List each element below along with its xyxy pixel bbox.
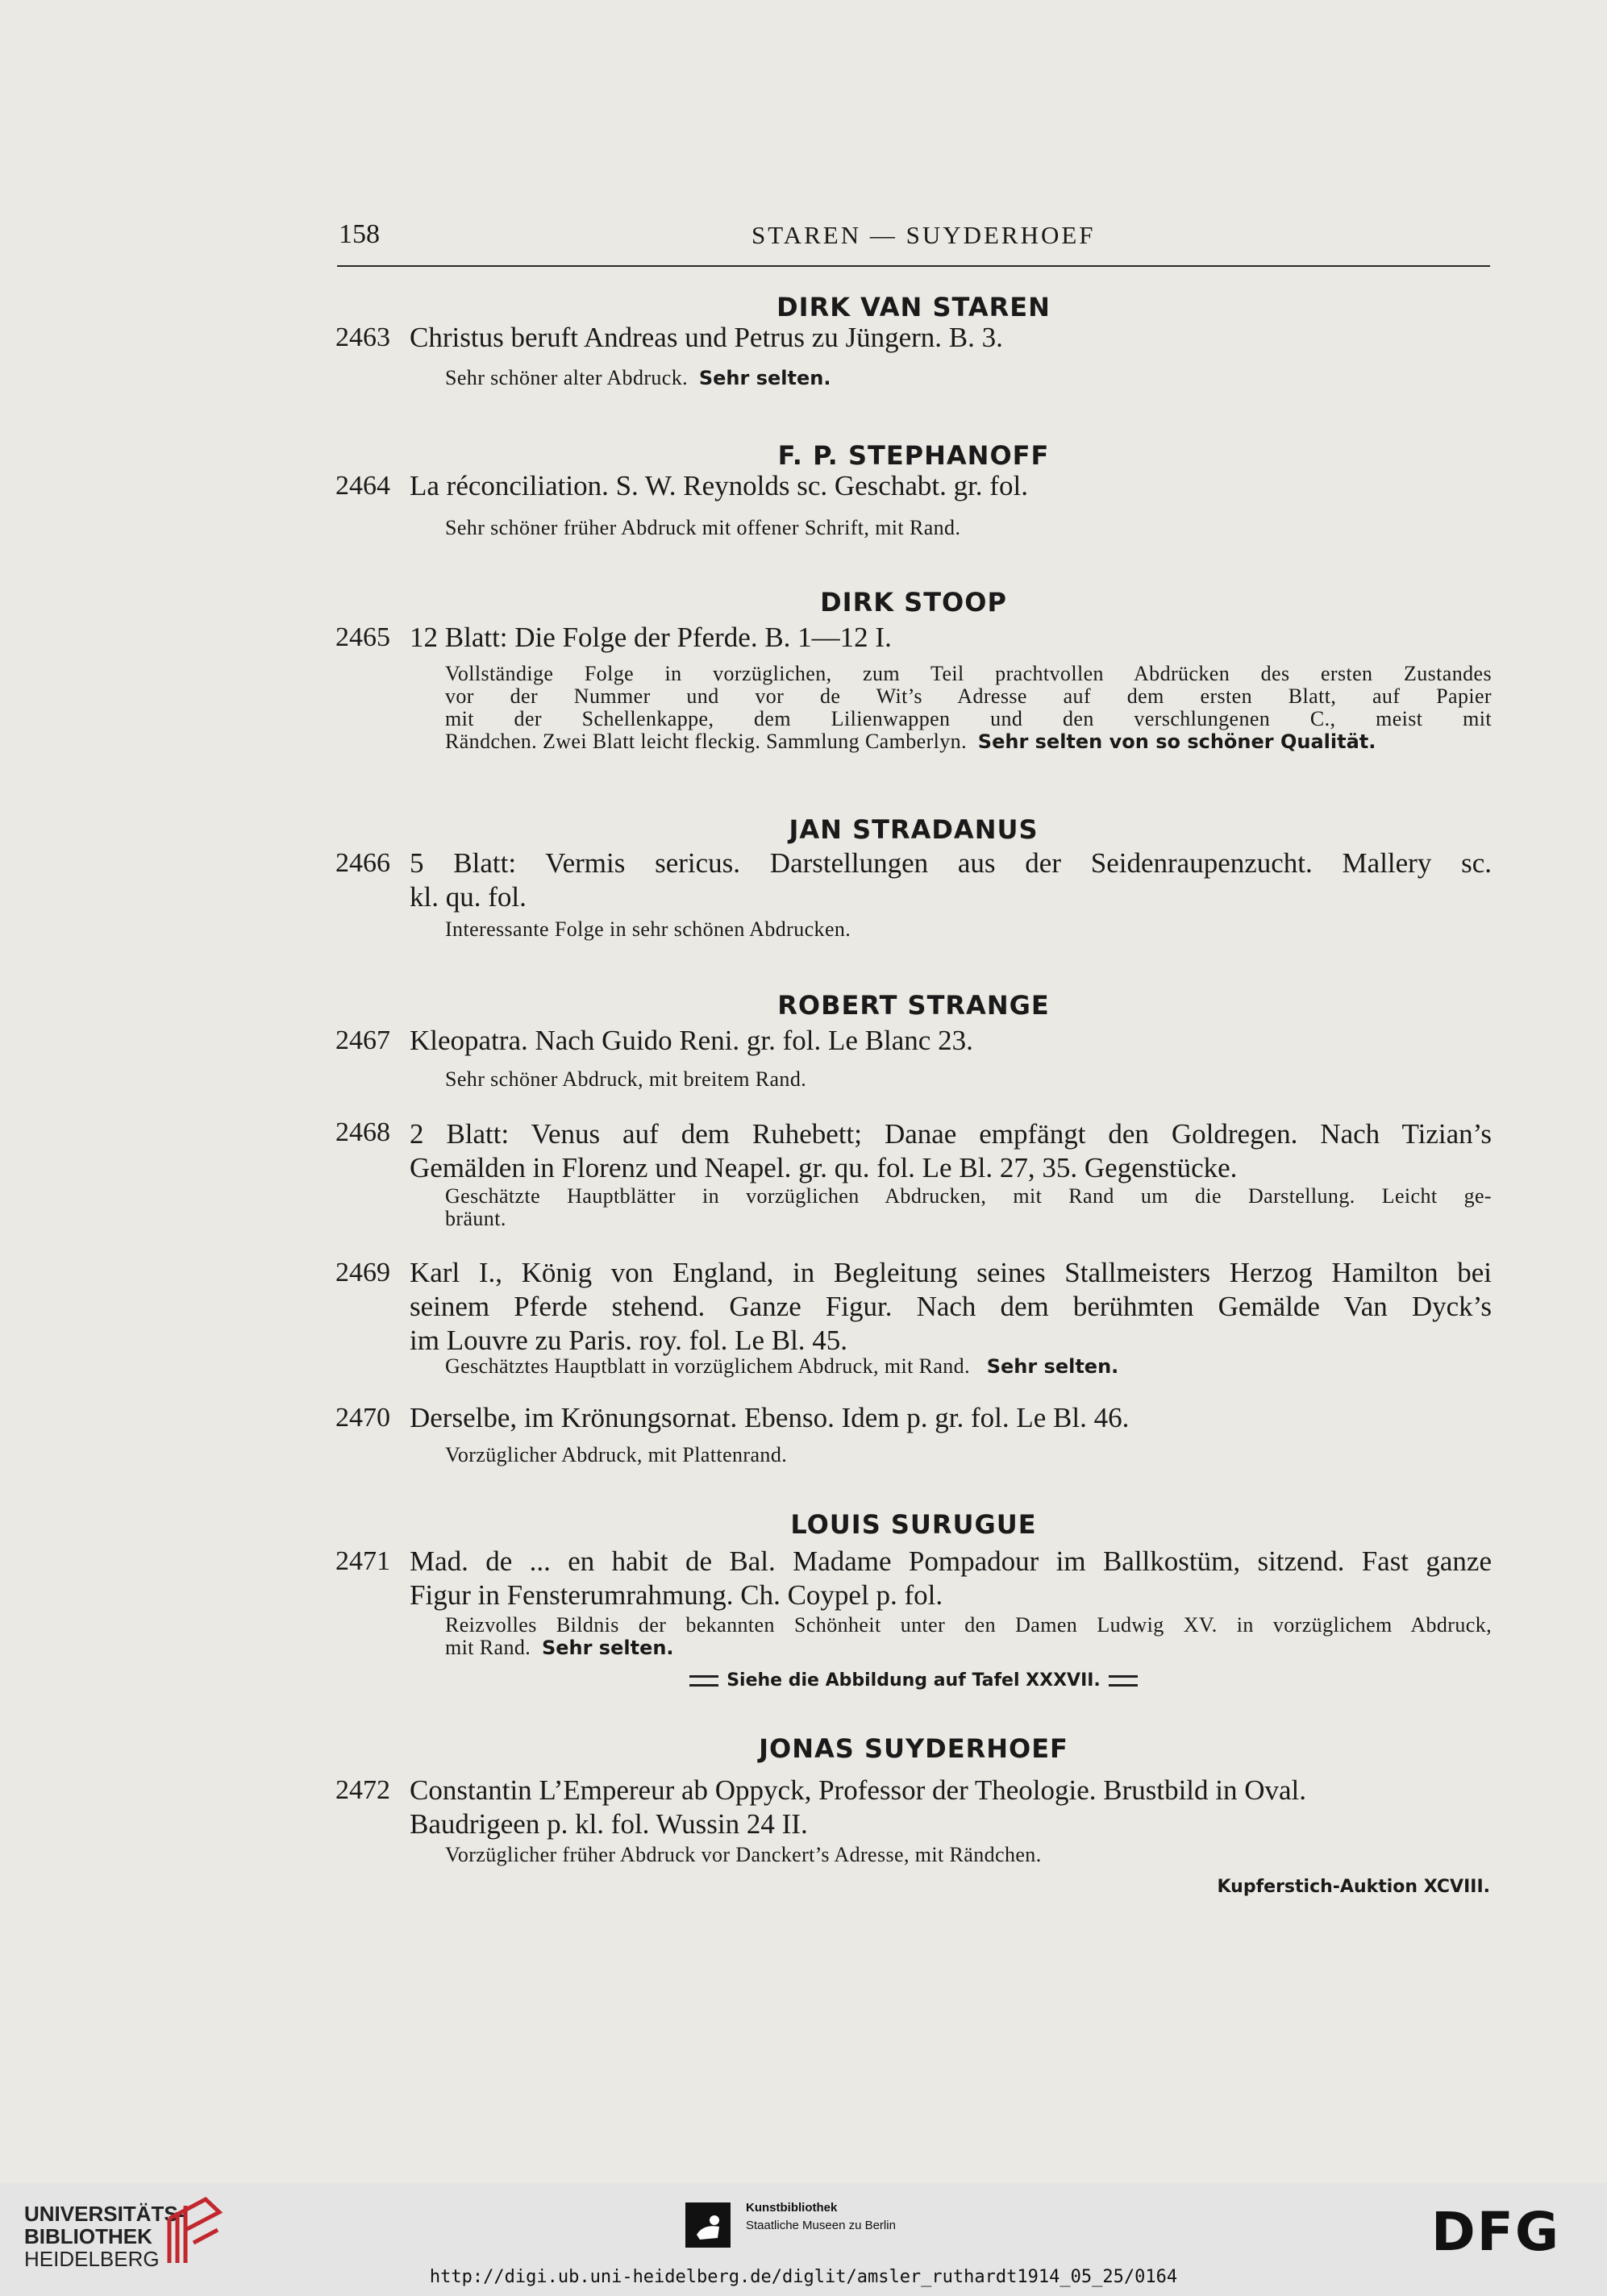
desc-emphasis: Sehr selten von so schöner Qualität. — [977, 730, 1376, 753]
desc-emphasis: Sehr selten. — [541, 1637, 674, 1659]
lot-title — [410, 1545, 1492, 1612]
title-line: 5 Blatt: Vermis sericus. Darstellungen aus der Seidenraupenzucht. Mallery sc. — [410, 847, 1492, 879]
desc-text: Sehr schöner alter Abdruck. — [445, 366, 689, 389]
artist-heading: JONAS SUYDERHOEF — [759, 1733, 1068, 1764]
lot-description — [445, 1067, 1492, 1092]
lot-title: 12 Blatt: Die Folge der Pferde. B. 1—12 I. — [410, 622, 892, 653]
artist-heading: DIRK VAN STAREN — [776, 292, 1051, 322]
lot-title: La réconciliation. S. W. Reynolds sc. Geschabt. gr. fol. — [410, 470, 1028, 501]
artist-heading: F. P. STEPHANOFF — [777, 440, 1050, 471]
dfg-logo[interactable]: DFG — [1431, 2201, 1561, 2263]
double-rule-icon — [689, 1675, 718, 1687]
desc-text: mit Rand. — [445, 1636, 531, 1659]
desc-line: Reizvolles Bildnis der bekannten Schönheit unter den Damen Ludwig XV. in vorzüglichem Abdruck, — [445, 1613, 1492, 1637]
lot-description — [445, 663, 1492, 753]
kunstbibliothek-label — [746, 2199, 896, 2235]
title-line: 2 Blatt: Venus auf dem Ruhebett; Danae empfängt den Goldregen. Nach Tizian’s — [410, 1118, 1492, 1150]
lot-number: 2467 — [335, 1025, 390, 1055]
page-number: 158 — [339, 219, 380, 249]
lot-description — [445, 1354, 1492, 1379]
desc-line: Geschätzte Hauptblätter in vorzüglichen Abdrucken, mit Rand um die Darstellung. Leicht ge- — [445, 1184, 1492, 1208]
lot-number: 2466 — [335, 848, 390, 878]
lot-number: 2468 — [335, 1117, 390, 1147]
lot-title: Kleopatra. Nach Guido Reni. gr. fol. Le Blanc 23. — [410, 1025, 973, 1056]
lot-title: Derselbe, im Krönungsornat. Ebenso. Idem p. gr. fol. Le Bl. 46. — [410, 1402, 1130, 1433]
permalink-url[interactable]: http://digi.ub.uni-heidelberg.de/diglit/amsler_ruthardt1914_05_25/0164 — [429, 2267, 1178, 2287]
title-line: Baudrigeen p. kl. fol. Wussin 24 II. — [410, 1808, 808, 1840]
title-line: Mad. de ... en habit de Bal. Madame Pompadour im Ballkostüm, sitzend. Fast ganze — [410, 1545, 1492, 1577]
lot-title: Christus beruft Andreas und Petrus zu Jüngern. B. 3. — [410, 322, 1003, 353]
desc-text: Sehr schöner früher Abdruck mit offener Schrift, mit Rand. — [445, 516, 961, 539]
lot-description — [445, 917, 1492, 942]
lot-number: 2471 — [335, 1546, 390, 1576]
uni-line: HEIDELBERG — [24, 2247, 160, 2271]
title-line: Gemälden in Florenz und Neapel. gr. qu. fol. Le Bl. 27, 35. Gegenstücke. — [410, 1152, 1238, 1183]
lot-number: 2465 — [335, 622, 390, 652]
lot-title — [410, 1774, 1492, 1841]
plate-reference — [337, 1670, 1490, 1691]
header-rule — [337, 265, 1490, 267]
desc-text: Sehr schöner Abdruck, mit breitem Rand. — [445, 1067, 807, 1091]
catalogue-footer: Kupferstich-Auktion XCVIII. — [1217, 1877, 1490, 1897]
lot-description — [445, 1614, 1492, 1659]
artist-heading: LOUIS SURUGUE — [790, 1509, 1037, 1540]
desc-text: Vorzüglicher Abdruck, mit Plattenrand. — [445, 1443, 788, 1466]
lot-number: 2464 — [335, 471, 390, 501]
desc-emphasis: Sehr selten. — [986, 1355, 1119, 1378]
lot-description — [445, 516, 1492, 540]
plate-reference-text: Siehe die Abbildung auf Tafel XXXVII. — [726, 1670, 1101, 1691]
title-line: kl. qu. fol. — [410, 881, 527, 913]
lot-number: 2463 — [335, 322, 390, 352]
lot-number: 2470 — [335, 1403, 390, 1433]
desc-text: Geschätztes Hauptblatt in vorzüglichem Abdruck, mit Rand. — [445, 1354, 970, 1378]
kb-line: Staatliche Museen zu Berlin — [746, 2219, 896, 2232]
lot-title — [410, 846, 1492, 914]
title-line: im Louvre zu Paris. roy. fol. Le Bl. 45. — [410, 1325, 848, 1356]
lot-description — [445, 1185, 1492, 1230]
double-rule-icon — [1109, 1675, 1138, 1687]
artist-heading: DIRK STOOP — [820, 587, 1007, 618]
lot-number: 2472 — [335, 1775, 390, 1805]
lot-number: 2469 — [335, 1258, 390, 1287]
title-line: Karl I., König von England, in Begleitung seines Stallmeisters Herzog Hamilton bei — [410, 1257, 1492, 1288]
desc-text: Rändchen. Zwei Blatt leicht fleckig. Sammlung Camberlyn. — [445, 730, 967, 753]
lot-description — [445, 1843, 1492, 1867]
title-line: Constantin L’Empereur ab Oppyck, Professor der Theologie. Brustbild in Oval. — [410, 1774, 1307, 1806]
kb-line: Kunstbibliothek — [746, 2201, 838, 2215]
uni-line: UNIVERSITÄTS- — [24, 2202, 185, 2226]
desc-line: Vollständige Folge in vorzüglichen, zum Teil prachtvollen Abdrücken des ersten Zustandes — [445, 662, 1492, 685]
artist-heading: ROBERT STRANGE — [777, 990, 1050, 1021]
running-head: STAREN — SUYDERHOEF — [751, 221, 1096, 249]
title-line: seinem Pferde stehend. Ganze Figur. Nach dem berühmten Gemälde Van Dyck’s — [410, 1291, 1492, 1322]
kunstbibliothek-logo-icon[interactable] — [685, 2202, 731, 2248]
desc-text: Vorzüglicher früher Abdruck vor Danckert’s Adresse, mit Rändchen. — [445, 1843, 1042, 1866]
uni-line: BIBLIOTHEK — [24, 2224, 152, 2248]
title-line: Figur in Fensterumrahmung. Ch. Coypel p. fol. — [410, 1579, 943, 1611]
desc-text: Interessante Folge in sehr schönen Abdrucken. — [445, 917, 851, 941]
desc-line: mit der Schellenkappe, dem Lilienwappen und den verschlungenen C., meist mit — [445, 707, 1492, 730]
lot-title — [410, 1256, 1492, 1358]
lot-title — [410, 1117, 1492, 1185]
desc-emphasis: Sehr selten. — [698, 367, 831, 389]
ub-heidelberg-logo-icon[interactable] — [161, 2194, 226, 2267]
artist-heading: JAN STRADANUS — [789, 814, 1039, 845]
lot-description — [445, 366, 1492, 390]
lot-description — [445, 1443, 1492, 1467]
desc-line: vor der Nummer und vor de Wit’s Adresse auf dem ersten Blatt, auf Papier — [445, 684, 1492, 708]
desc-line: bräunt. — [445, 1207, 506, 1230]
